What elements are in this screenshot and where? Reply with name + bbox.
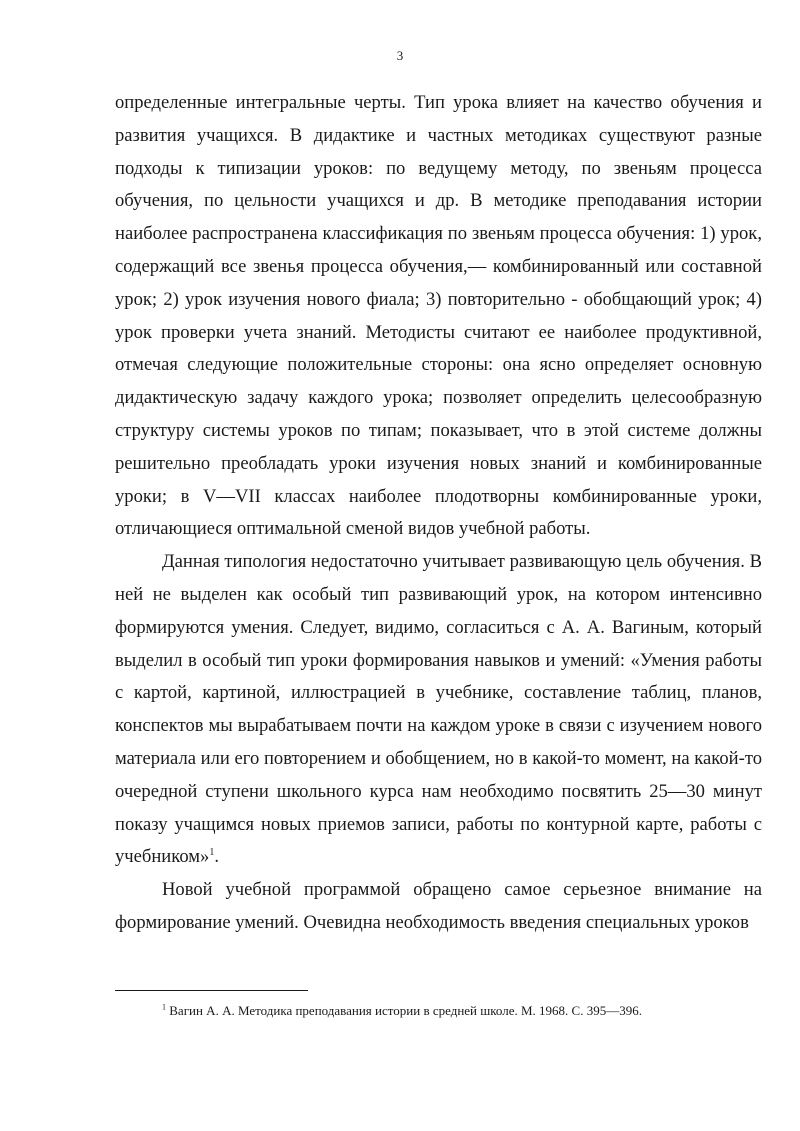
footnote-reference[interactable]: 1	[209, 847, 215, 859]
footnote-marker: 1	[162, 1002, 166, 1012]
paragraph-continued	[115, 87, 762, 546]
page-number: 3	[396, 48, 404, 63]
paragraph-text: Данная типология недостаточно учитывает развивающую цель обучения. В ней не выделен как особый тип развивающий урок, на котором интенсивно формируются умения. Следует, видимо, согласиться с А. А. Вагиным, который выделил в особый тип уроки формирования навыков и умений: «Умения работы с картой, картиной, иллюстрацией в учебнике, составление таблиц, планов, конспектов мы вырабатываем почти на каждом уроке в связи с изучением нового материала или его повторением и обобщением, но в какой-то момент, на какой-то очередной ступени школьного курса нам необходимо посвятить 25—30 минут показу учащимся новых приемов записи, работы по контурной карте, работы с учебником»	[115, 551, 762, 868]
body-text	[115, 87, 762, 940]
paragraph-program	[115, 874, 762, 940]
paragraph-text: Новой учебной программой обращено самое серьезное внимание на формирование умений. Очевидна необходимость введения специальных уроков	[115, 879, 762, 933]
paragraph-tail: .	[214, 846, 220, 868]
footnote	[115, 1002, 762, 1020]
footnote-separator	[115, 990, 308, 991]
paragraph-text: определенные интегральные черты. Тип урока влияет на качество обучения и развития учащихся. В дидактике и частных методиках существуют разные подходы к типизации уроков: по ведущему методу, по звеньям процесса обучения, по цельности учащихся и др. В методике преподавания истории наиболее распространена классификация по звеньям процесса обучения: 1) урок, содержащий все звенья процесса обучения,— комбинированный или составной урок; 2) урок изучения нового фиала; 3) повторительно - обобщающий урок; 4) урок проверки учета знаний. Методисты считают ее наиболее продуктивной, отмечая следующие положительные стороны: она ясно определяет основную дидактическую задачу каждого урока; позволяет определить целесообразную структуру системы уроков по типам; показывает, что в этой системе должны решительно преобладать уроки изучения новых знаний и комбинированные уроки; в V—VII классах наиболее плодотворны комбинированные уроки, отличающиеся оптимальной сменой видов учебной работы.	[115, 92, 762, 540]
footnote-text: Вагин А. А. Методика преподавания истории в средней школе. М. 1968. С. 395—396.	[169, 1003, 642, 1018]
paragraph-typology	[115, 546, 762, 874]
